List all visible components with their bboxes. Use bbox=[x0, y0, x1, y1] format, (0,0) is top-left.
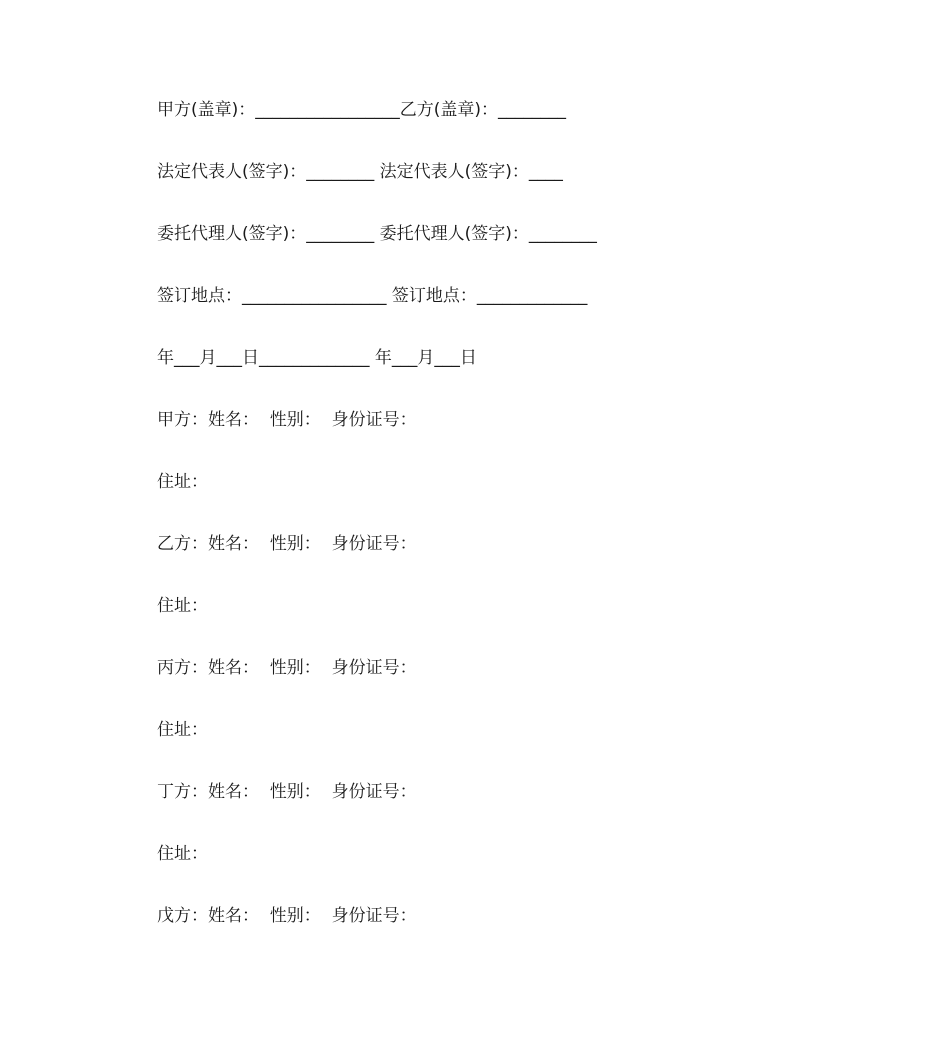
legal-representative-signature-line: 法定代表人(签字)：________ 法定代表人(签字)：____ bbox=[157, 162, 563, 182]
party-d-address-line: 住址： bbox=[157, 844, 208, 864]
party-a-info-line: 甲方：姓名： 性别： 身份证号： bbox=[157, 410, 417, 430]
party-d-info-line: 丁方：姓名： 性别： 身份证号： bbox=[157, 782, 417, 802]
party-e-info-line: 戊方：姓名： 性别： 身份证号： bbox=[157, 906, 417, 926]
party-b-address-line: 住址： bbox=[157, 596, 208, 616]
authorized-agent-signature-line: 委托代理人(签字)：________ 委托代理人(签字)：________ bbox=[157, 224, 597, 244]
party-c-address-line: 住址： bbox=[157, 720, 208, 740]
party-a-seal-line: 甲方(盖章)：_________________乙方(盖章)：________ bbox=[157, 100, 567, 120]
party-c-info-line: 丙方：姓名： 性别： 身份证号： bbox=[157, 658, 417, 678]
signing-place-line: 签订地点：_________________ 签订地点：_____________ bbox=[157, 286, 588, 306]
party-b-info-line: 乙方：姓名： 性别： 身份证号： bbox=[157, 534, 417, 554]
party-a-address-line: 住址： bbox=[157, 472, 208, 492]
signing-date-line: 年___月___日_____________ 年___月___日 bbox=[157, 348, 477, 368]
